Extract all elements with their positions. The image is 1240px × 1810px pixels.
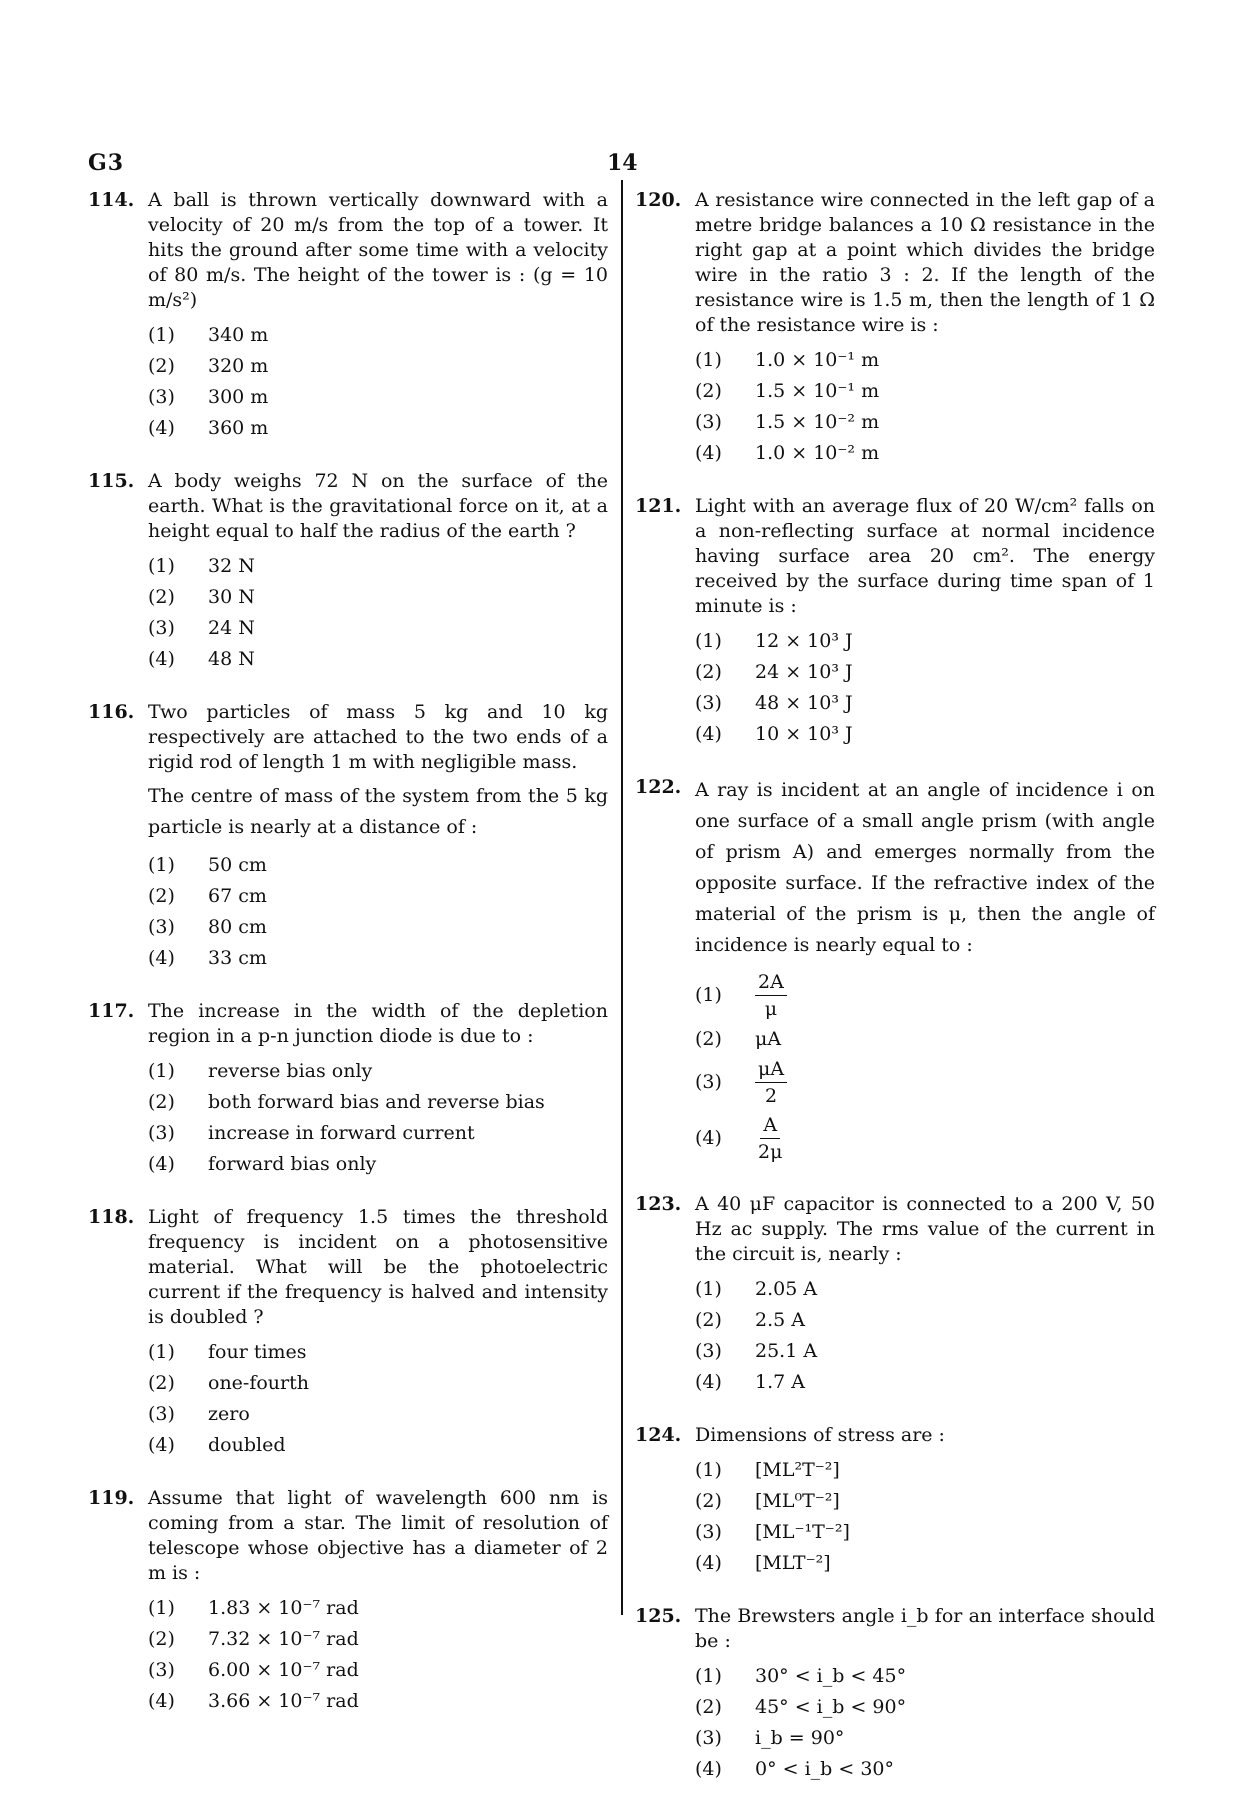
- option-text: 1.5 × 10⁻¹ m: [755, 379, 880, 402]
- option[interactable]: [148, 1367, 608, 1398]
- option[interactable]: [148, 1117, 608, 1148]
- question-number: 117.: [88, 1000, 135, 1022]
- options: [148, 1336, 608, 1460]
- option-number: (3): [695, 1071, 722, 1093]
- question-124: [635, 1423, 1155, 1578]
- option[interactable]: [695, 687, 1155, 718]
- options: [695, 1660, 1155, 1784]
- option-text: [ML⁰T⁻²]: [755, 1489, 840, 1512]
- option-number: (4): [148, 1433, 175, 1456]
- option-text: 24 × 10³ J: [755, 660, 853, 683]
- option-text: 3.66 × 10⁻⁷ rad: [208, 1689, 359, 1712]
- option-number: (4): [148, 1689, 175, 1712]
- option[interactable]: [148, 319, 608, 350]
- option[interactable]: [695, 406, 1155, 437]
- options: [695, 1454, 1155, 1578]
- option-number: (3): [695, 1726, 722, 1749]
- option-number: (2): [148, 884, 175, 907]
- question-number: 116.: [88, 701, 135, 723]
- option-text: one-fourth: [208, 1371, 310, 1394]
- question-121: [635, 494, 1155, 749]
- question-122: [635, 775, 1155, 1166]
- question-text: Light of frequency 1.5 times the threshold frequency is incident on a photosensitive material. What will be the photoelectric current if the frequency is halved and intensity is doubled ?: [148, 1206, 608, 1328]
- option[interactable]: [695, 1547, 1155, 1578]
- option-number: (2): [695, 1695, 722, 1718]
- option-number: (4): [695, 1370, 722, 1393]
- question-text: A 40 μF capacitor is connected to a 200 V, 50 Hz ac supply. The rms value of the current in the circuit is, nearly :: [695, 1193, 1155, 1265]
- options: [148, 1592, 608, 1716]
- option-number: (3): [148, 1402, 175, 1425]
- option-number: (4): [695, 722, 722, 745]
- question-118: [88, 1205, 608, 1460]
- option-number: (1): [695, 629, 722, 652]
- option[interactable]: [148, 550, 608, 581]
- option[interactable]: [148, 1654, 608, 1685]
- numerator: 2A: [755, 969, 787, 996]
- option[interactable]: [695, 967, 1155, 1023]
- question-number: 124.: [635, 1424, 682, 1446]
- question-text: The increase in the width of the depletion region in a p-n junction diode is due to :: [148, 1000, 608, 1047]
- option[interactable]: [148, 1086, 608, 1117]
- options: [695, 625, 1155, 749]
- question-117: [88, 999, 608, 1179]
- question-number: 115.: [88, 470, 135, 492]
- option-number: (2): [695, 379, 722, 402]
- option-text: 30 N: [208, 585, 255, 608]
- option-number: (4): [695, 441, 722, 464]
- question-text: Dimensions of stress are :: [695, 1424, 945, 1446]
- option-text: forward bias only: [208, 1152, 377, 1175]
- fraction: [755, 1112, 785, 1165]
- option-number: (2): [148, 585, 175, 608]
- denominator: 2: [764, 1084, 778, 1107]
- option-text: 80 cm: [208, 915, 267, 938]
- option[interactable]: [148, 1592, 608, 1623]
- option[interactable]: [148, 381, 608, 412]
- option-number: (2): [148, 1627, 175, 1650]
- question-number: 119.: [88, 1487, 135, 1509]
- option[interactable]: [695, 1485, 1155, 1516]
- option-text: 7.32 × 10⁻⁷ rad: [208, 1627, 359, 1650]
- options: [148, 319, 608, 443]
- option-number: (1): [695, 348, 722, 371]
- options: [695, 344, 1155, 468]
- option-number: (3): [148, 915, 175, 938]
- option-number: (2): [695, 1027, 722, 1050]
- option-text: [ML⁻¹T⁻²]: [755, 1520, 850, 1543]
- option-text: 48 × 10³ J: [755, 691, 853, 714]
- question-text: A ray is incident at an angle of incidence i on one surface of a small angle prism (with angle of prism A) and emerges normally from the opposite surface. If the refractive index of the material of the prism is μ, then the angle of incidence is nearly equal to :: [695, 779, 1155, 956]
- option[interactable]: [695, 718, 1155, 749]
- option[interactable]: [148, 412, 608, 443]
- option-number: (1): [148, 1059, 175, 1082]
- option[interactable]: [695, 1753, 1155, 1784]
- question-text: A body weighs 72 N on the surface of the earth. What is the gravitational force on it, at a height equal to half the radius of the earth ?: [148, 470, 608, 542]
- question-number: 120.: [635, 189, 682, 211]
- option-text: 50 cm: [208, 853, 267, 876]
- option-text: 360 m: [208, 416, 269, 439]
- option[interactable]: [148, 880, 608, 911]
- option[interactable]: [148, 1685, 608, 1716]
- option[interactable]: [148, 849, 608, 880]
- option-text: both forward bias and reverse bias: [208, 1090, 545, 1113]
- option-number: (1): [148, 1596, 175, 1619]
- option[interactable]: [148, 1148, 608, 1179]
- option-text: 24 N: [208, 616, 255, 639]
- numerator: A: [760, 1112, 780, 1139]
- option[interactable]: [695, 437, 1155, 468]
- options: [148, 1055, 608, 1179]
- option-text: 1.83 × 10⁻⁷ rad: [208, 1596, 359, 1619]
- option-number: (1): [148, 554, 175, 577]
- question-text: A ball is thrown vertically downward with a velocity of 20 m/s from the top of a tower. It hits the ground after some time with a velocity of 80 m/s. The height of the tower is : (g = 10 m/s²): [148, 189, 608, 311]
- option-text: i_b = 90°: [755, 1726, 845, 1749]
- question-text: Light with an average flux of 20 W/cm² falls on a non-reflecting surface at normal incidence having surface area 20 cm². The energy received by the surface during time span of 1 minute is :: [695, 495, 1155, 617]
- numerator: μA: [755, 1056, 787, 1083]
- question-119: [88, 1486, 608, 1716]
- option-text: 300 m: [208, 385, 269, 408]
- option[interactable]: [695, 375, 1155, 406]
- option[interactable]: [148, 612, 608, 643]
- option-text: 340 m: [208, 323, 269, 346]
- option-text: increase in forward current: [208, 1121, 475, 1144]
- option-number: (1): [695, 1277, 722, 1300]
- question-114: [88, 188, 608, 443]
- option-number: (2): [148, 354, 175, 377]
- denominator: 2μ: [758, 1140, 783, 1163]
- question-number: 123.: [635, 1193, 682, 1215]
- option-text: 10 × 10³ J: [755, 722, 853, 745]
- option-text: μA: [755, 1027, 782, 1050]
- options: [148, 849, 608, 973]
- option[interactable]: [148, 1623, 608, 1654]
- option-number: (4): [148, 647, 175, 670]
- option-text: [ML²T⁻²]: [755, 1458, 840, 1481]
- denominator: μ: [764, 997, 778, 1020]
- question-text: Assume that light of wavelength 600 nm is coming from a star. The limit of resolution of telescope whose objective has a diameter of 2 m is :: [148, 1487, 608, 1584]
- option-number: (1): [695, 984, 722, 1006]
- option[interactable]: [695, 1054, 1155, 1110]
- option-number: (2): [695, 1308, 722, 1331]
- option-text: 12 × 10³ J: [755, 629, 853, 652]
- set-code: G3: [88, 150, 125, 176]
- option[interactable]: [695, 1516, 1155, 1547]
- option-number: (3): [695, 1339, 722, 1362]
- fraction: [755, 1056, 787, 1109]
- option-number: (1): [148, 323, 175, 346]
- option-number: (4): [148, 416, 175, 439]
- question-text: The Brewsters angle i_b for an interface should be :: [695, 1605, 1155, 1652]
- option-number: (3): [148, 1658, 175, 1681]
- column-divider: [621, 180, 623, 1615]
- option-number: (2): [148, 1371, 175, 1394]
- option[interactable]: [148, 1429, 608, 1460]
- option-number: (4): [695, 1757, 722, 1780]
- option[interactable]: [148, 581, 608, 612]
- option-text: 2.05 A: [755, 1277, 818, 1300]
- option[interactable]: [695, 1691, 1155, 1722]
- option-number: (1): [695, 1458, 722, 1481]
- option[interactable]: [148, 350, 608, 381]
- question-number: 114.: [88, 189, 135, 211]
- option[interactable]: [695, 1722, 1155, 1753]
- fraction: [755, 969, 787, 1022]
- option-number: (4): [695, 1127, 722, 1149]
- question-number: 122.: [635, 776, 682, 798]
- option-number: (4): [148, 946, 175, 969]
- option-text: 1.7 A: [755, 1370, 805, 1393]
- option-number: (3): [695, 1520, 722, 1543]
- option-number: (2): [148, 1090, 175, 1113]
- option-number: (2): [695, 1489, 722, 1512]
- option-text: 30° < i_b < 45°: [755, 1664, 907, 1687]
- option[interactable]: [148, 1055, 608, 1086]
- question-125: [635, 1604, 1155, 1784]
- option-text: 0° < i_b < 30°: [755, 1757, 895, 1780]
- option-text: doubled: [208, 1433, 286, 1456]
- option-text: four times: [208, 1340, 307, 1363]
- option[interactable]: [695, 1454, 1155, 1485]
- option-text: 1.0 × 10⁻² m: [755, 441, 880, 464]
- option-number: (4): [695, 1551, 722, 1574]
- question-116: [88, 700, 608, 973]
- option-number: (3): [148, 1121, 175, 1144]
- option[interactable]: [695, 1366, 1155, 1397]
- option-number: (3): [148, 385, 175, 408]
- option-text: 6.00 × 10⁻⁷ rad: [208, 1658, 359, 1681]
- option[interactable]: [148, 911, 608, 942]
- option-text: 1.5 × 10⁻² m: [755, 410, 880, 433]
- option[interactable]: [695, 656, 1155, 687]
- option-text: 320 m: [208, 354, 269, 377]
- option-number: (3): [148, 616, 175, 639]
- option[interactable]: [695, 1110, 1155, 1166]
- option[interactable]: [148, 942, 608, 973]
- page-number: 14: [607, 150, 638, 176]
- left-column: [88, 188, 608, 1742]
- option[interactable]: [695, 625, 1155, 656]
- option[interactable]: [695, 1660, 1155, 1691]
- option-text: reverse bias only: [208, 1059, 373, 1082]
- question-text: Two particles of mass 5 kg and 10 kg respectively are attached to the two ends of a rigid rod of length 1 m with negligible mass.: [148, 701, 608, 773]
- option-text: 67 cm: [208, 884, 267, 907]
- option-text: 32 N: [208, 554, 255, 577]
- option-number: (1): [148, 1340, 175, 1363]
- question-text-continued: The centre of mass of the system from the 5 kg particle is nearly at a distance of :: [148, 785, 608, 838]
- option[interactable]: [148, 1336, 608, 1367]
- options: [148, 550, 608, 674]
- question-number: 121.: [635, 495, 682, 517]
- option-text: 2.5 A: [755, 1308, 805, 1331]
- option[interactable]: [695, 1304, 1155, 1335]
- option-text: 48 N: [208, 647, 255, 670]
- question-123: [635, 1192, 1155, 1397]
- question-number: 118.: [88, 1206, 135, 1228]
- option-number: (3): [695, 691, 722, 714]
- option-number: (3): [695, 410, 722, 433]
- question-text: A resistance wire connected in the left gap of a metre bridge balances a 10 Ω resistance in the right gap at a point which divides the bridge wire in the ratio 3 : 2. If the length of the resistance wire is 1.5 m, then the length of 1 Ω of the resistance wire is :: [695, 189, 1155, 336]
- option[interactable]: [148, 1398, 608, 1429]
- option[interactable]: [695, 1335, 1155, 1366]
- option-text: [MLT⁻²]: [755, 1551, 831, 1574]
- option-text: 25.1 A: [755, 1339, 818, 1362]
- question-number: 125.: [635, 1605, 682, 1627]
- option[interactable]: [148, 643, 608, 674]
- question-115: [88, 469, 608, 674]
- option[interactable]: [695, 1023, 1155, 1054]
- option-text: 33 cm: [208, 946, 267, 969]
- option-number: (2): [695, 660, 722, 683]
- option[interactable]: [695, 344, 1155, 375]
- options: [695, 967, 1155, 1166]
- option[interactable]: [695, 1273, 1155, 1304]
- option-number: (4): [148, 1152, 175, 1175]
- option-text: 1.0 × 10⁻¹ m: [755, 348, 880, 371]
- right-column: [635, 188, 1155, 1810]
- option-text: 45° < i_b < 90°: [755, 1695, 907, 1718]
- option-number: (1): [148, 853, 175, 876]
- option-text: zero: [208, 1402, 250, 1425]
- options: [695, 1273, 1155, 1397]
- question-120: [635, 188, 1155, 468]
- option-number: (1): [695, 1664, 722, 1687]
